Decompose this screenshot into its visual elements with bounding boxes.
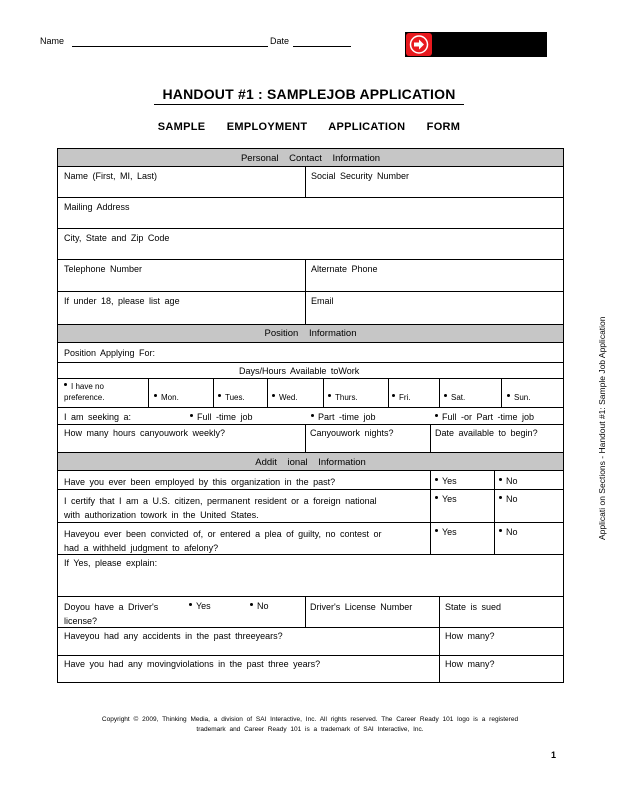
- work-nights-label: Canyouwork nights?: [310, 428, 394, 438]
- license-no-option[interactable]: No: [250, 601, 269, 611]
- form-subtitle: SAMPLE EMPLOYMENT APPLICATION FORM: [157, 121, 461, 133]
- page-title: HANDOUT #1 : SAMPLEJOB APPLICATION: [0, 86, 618, 102]
- day-option-thurs[interactable]: Thurs.: [328, 393, 358, 402]
- seeking-label: I am seeking a:: [64, 412, 132, 422]
- violations-label: Have you had any movingviolations in the past three years?: [64, 659, 321, 669]
- violations-how-many-label: How many?: [445, 659, 495, 669]
- license-yes-option[interactable]: Yes: [189, 601, 211, 611]
- employed-before-label: Have you ever been employed by this organization in the past?: [64, 477, 336, 487]
- name-field-label: Name (First, MI, Last): [64, 171, 158, 181]
- hours-weekly-label: How many hours canyouwork weekly?: [64, 428, 226, 438]
- position-applying-label: Position Applying For:: [64, 348, 156, 358]
- explain-label: If Yes, please explain:: [64, 558, 158, 568]
- day-option-sun[interactable]: Sun.: [507, 393, 530, 402]
- application-form: [57, 148, 564, 683]
- convicted-line-2: had a withheld judgment to afelony?: [64, 543, 219, 553]
- convicted-line-1: Haveyou ever been convicted of, or entered a plea of guilty, no contest or: [64, 529, 382, 539]
- copyright-footer: Copyright © 2009, Thinking Media, a division of SAI Interactive, Inc. All rights reserved. The Career Ready 101 logo is a registered trademark and Career Ready 101 is a trademark of SAI Interactive, Inc.: [101, 716, 519, 733]
- page-number: 1: [551, 750, 557, 760]
- full-or-part-time-option[interactable]: Full -or Part -time job: [435, 412, 534, 422]
- day-option-wed[interactable]: Wed.: [272, 393, 298, 402]
- state-issued-label: State is sued: [445, 602, 502, 612]
- date-field-line[interactable]: [293, 46, 351, 47]
- name-label: Name: [40, 36, 65, 46]
- city-state-zip-label: City, State and Zip Code: [64, 233, 170, 243]
- employed-no-option[interactable]: No: [499, 476, 518, 486]
- license-number-label: Driver's License Number: [310, 602, 413, 612]
- date-label: Date: [270, 36, 290, 46]
- convicted-no-option[interactable]: No: [499, 527, 518, 537]
- part-time-option[interactable]: Part -time job: [311, 412, 376, 422]
- drivers-license-label-1: Doyou have a Driver's: [64, 602, 159, 612]
- arrow-right-icon: [406, 33, 432, 56]
- day-option-mon[interactable]: Mon.: [154, 393, 179, 402]
- certify-line-2: with authorization towork in the United States.: [64, 510, 259, 520]
- age-label: If under 18, please list age: [64, 296, 180, 306]
- accidents-label: Haveyou had any accidents in the past threeyears?: [64, 631, 283, 641]
- date-available-label: Date available to begin?: [435, 428, 538, 438]
- certify-line-1: I certify that I am a U.S. citizen, permanent resident or a foreign national: [64, 496, 377, 506]
- day-option-tues[interactable]: Tues.: [218, 393, 245, 402]
- section-heading-personal: Personal Contact Information: [58, 149, 563, 166]
- name-field-line[interactable]: [72, 46, 268, 47]
- ssn-field-label: Social Security Number: [311, 171, 410, 181]
- side-section-label: Applicati on Sections - Handout #1: Sample Job Application: [597, 316, 607, 540]
- alternate-phone-label: Alternate Phone: [311, 264, 378, 274]
- accidents-how-many-label: How many?: [445, 631, 495, 641]
- employed-yes-option[interactable]: Yes: [435, 476, 457, 486]
- section-heading-additional: Addit ional Information: [58, 453, 563, 470]
- days-hours-heading: Days/Hours Available toWork: [239, 366, 360, 376]
- day-option-sat[interactable]: Sat.: [444, 393, 465, 402]
- section-heading-position: Position Information: [58, 325, 563, 342]
- drivers-license-label-2: license?: [64, 616, 98, 626]
- telephone-label: Telephone Number: [64, 264, 143, 274]
- convicted-yes-option[interactable]: Yes: [435, 527, 457, 537]
- mailing-address-label: Mailing Address: [64, 202, 130, 212]
- certify-yes-option[interactable]: Yes: [435, 494, 457, 504]
- no-preference-option[interactable]: I have no preference.: [64, 382, 105, 402]
- email-label: Email: [311, 296, 334, 306]
- certify-no-option[interactable]: No: [499, 494, 518, 504]
- full-time-option[interactable]: Full -time job: [190, 412, 253, 422]
- bullet-icon: [64, 383, 67, 386]
- day-option-fri[interactable]: Fri.: [392, 393, 411, 402]
